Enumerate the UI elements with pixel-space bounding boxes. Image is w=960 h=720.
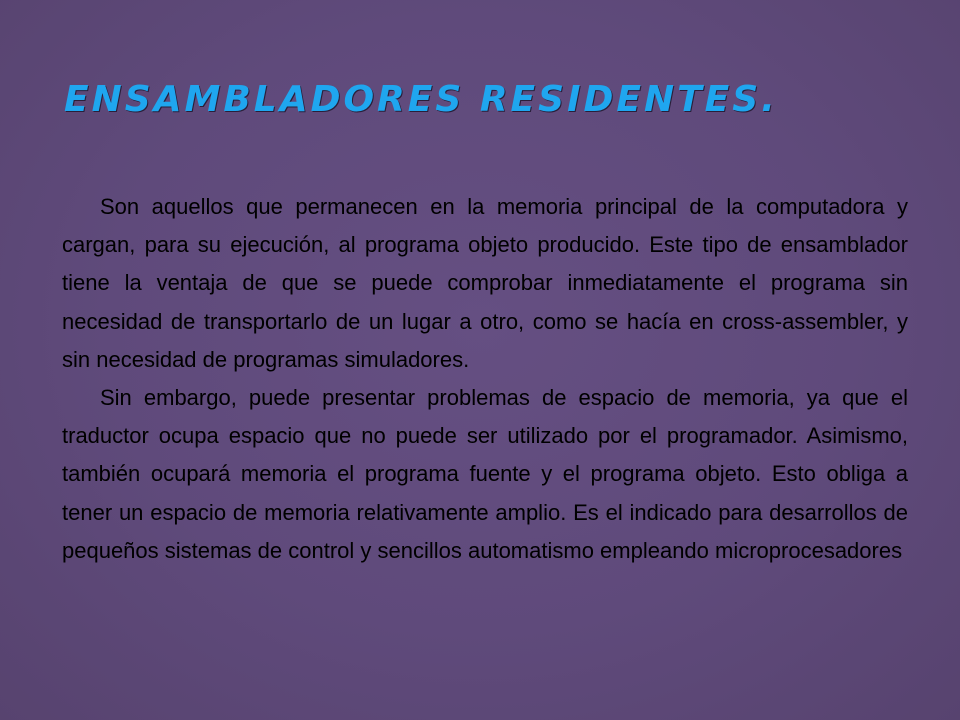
body-paragraph-2: Sin embargo, puede presentar problemas de espacio de memoria, ya que el traductor ocupa espacio que no puede ser utilizado por el programador. Asimismo, también ocupará memoria el programa fuente y el programa objeto. Esto obliga a tener un espacio de memoria relativamente amplio. Es el indicado para desarrollos de pequeños sistemas de control y sencillos automatismo empleando microprocesadores	[62, 385, 908, 563]
body-paragraph-1: Son aquellos que permanecen en la memoria principal de la computadora y cargan, para su ejecución, al programa objeto producido. Este tipo de ensamblador tiene la ventaja de que se puede comprobar inmediatamente el programa sin necesidad de transportarlo de un lugar a otro, como se hacía en cross-assembler, y sin necesidad de programas simuladores.	[62, 194, 908, 372]
slide-body	[62, 188, 908, 570]
slide-title: ENSAMBLADORES RESIDENTES.	[64, 79, 778, 120]
